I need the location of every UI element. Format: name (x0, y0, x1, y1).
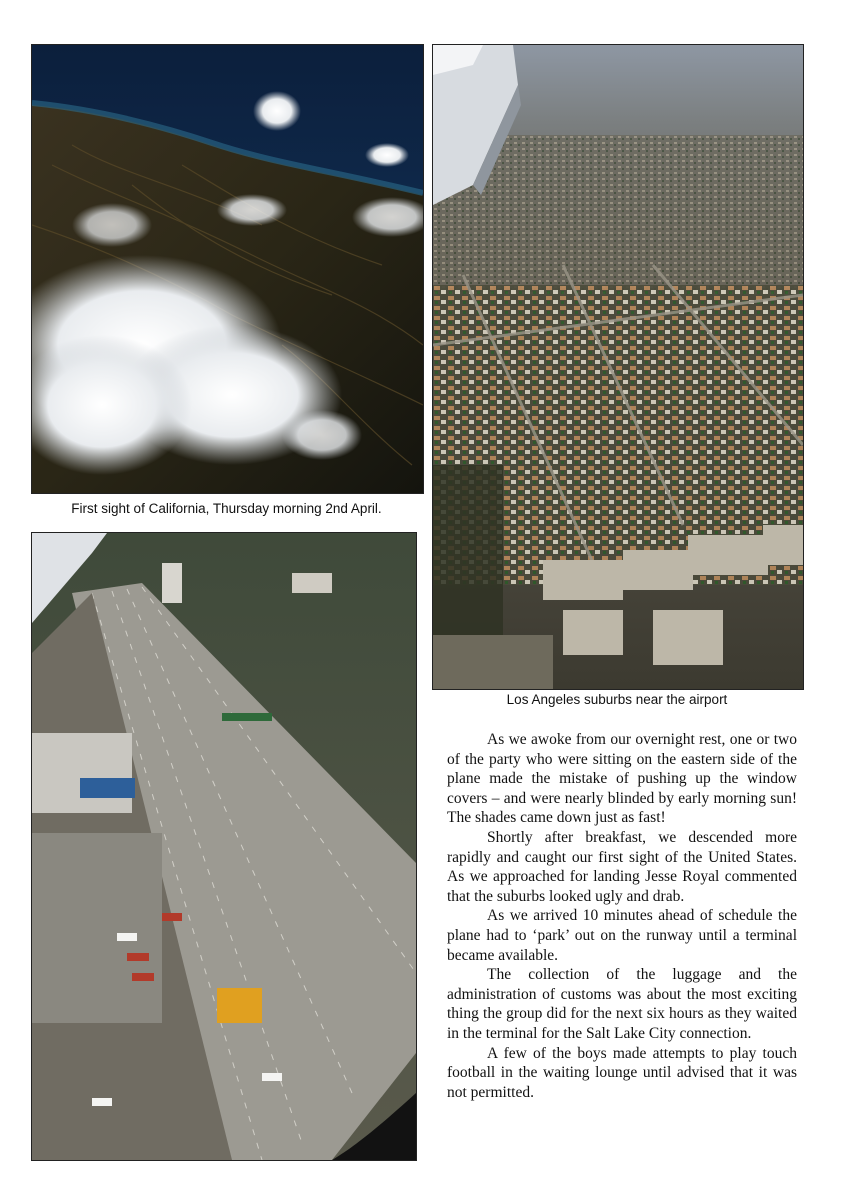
article-paragraph: As we arrived 10 minutes ahead of schedule the plane had to ‘park’ out on the runway until a terminal became available. (447, 907, 797, 964)
article-paragraph: As we awoke from our overnight rest, one or two of the party who were sitting on the eastern side of the plane made the mistake of pushing up the window covers – and were nearly blinded by early morning sun! The shades came down just as fast! (447, 731, 797, 827)
article-paragraph: Shortly after breakfast, we descended more rapidly and caught our first sight of the United States. As we approached for landing Jesse Royal commented that the suburbs looked ugly and drab. (447, 828, 797, 905)
california-aerial-image (32, 45, 423, 493)
article-body (447, 730, 797, 1102)
photo-caption-la-suburbs: Los Angeles suburbs near the airport (506, 692, 728, 707)
article-paragraph: The collection of the luggage and the administration of customs was about the most exciting thing the group did for the next six hours as they waited in the terminal for the Salt Lake City connection. (447, 966, 797, 1042)
freeway-aerial-image (32, 533, 416, 1160)
article-paragraph: A few of the boys made attempts to play touch football in the waiting lounge until advised that it was not permitted. (447, 1044, 797, 1101)
photo-caption-california: First sight of California, Thursday morning 2nd April. (71, 501, 382, 516)
photo-freeway (31, 532, 417, 1161)
photo-california-coast (31, 44, 424, 494)
photo-la-suburbs (432, 44, 804, 690)
la-suburbs-aerial-image (433, 45, 803, 689)
